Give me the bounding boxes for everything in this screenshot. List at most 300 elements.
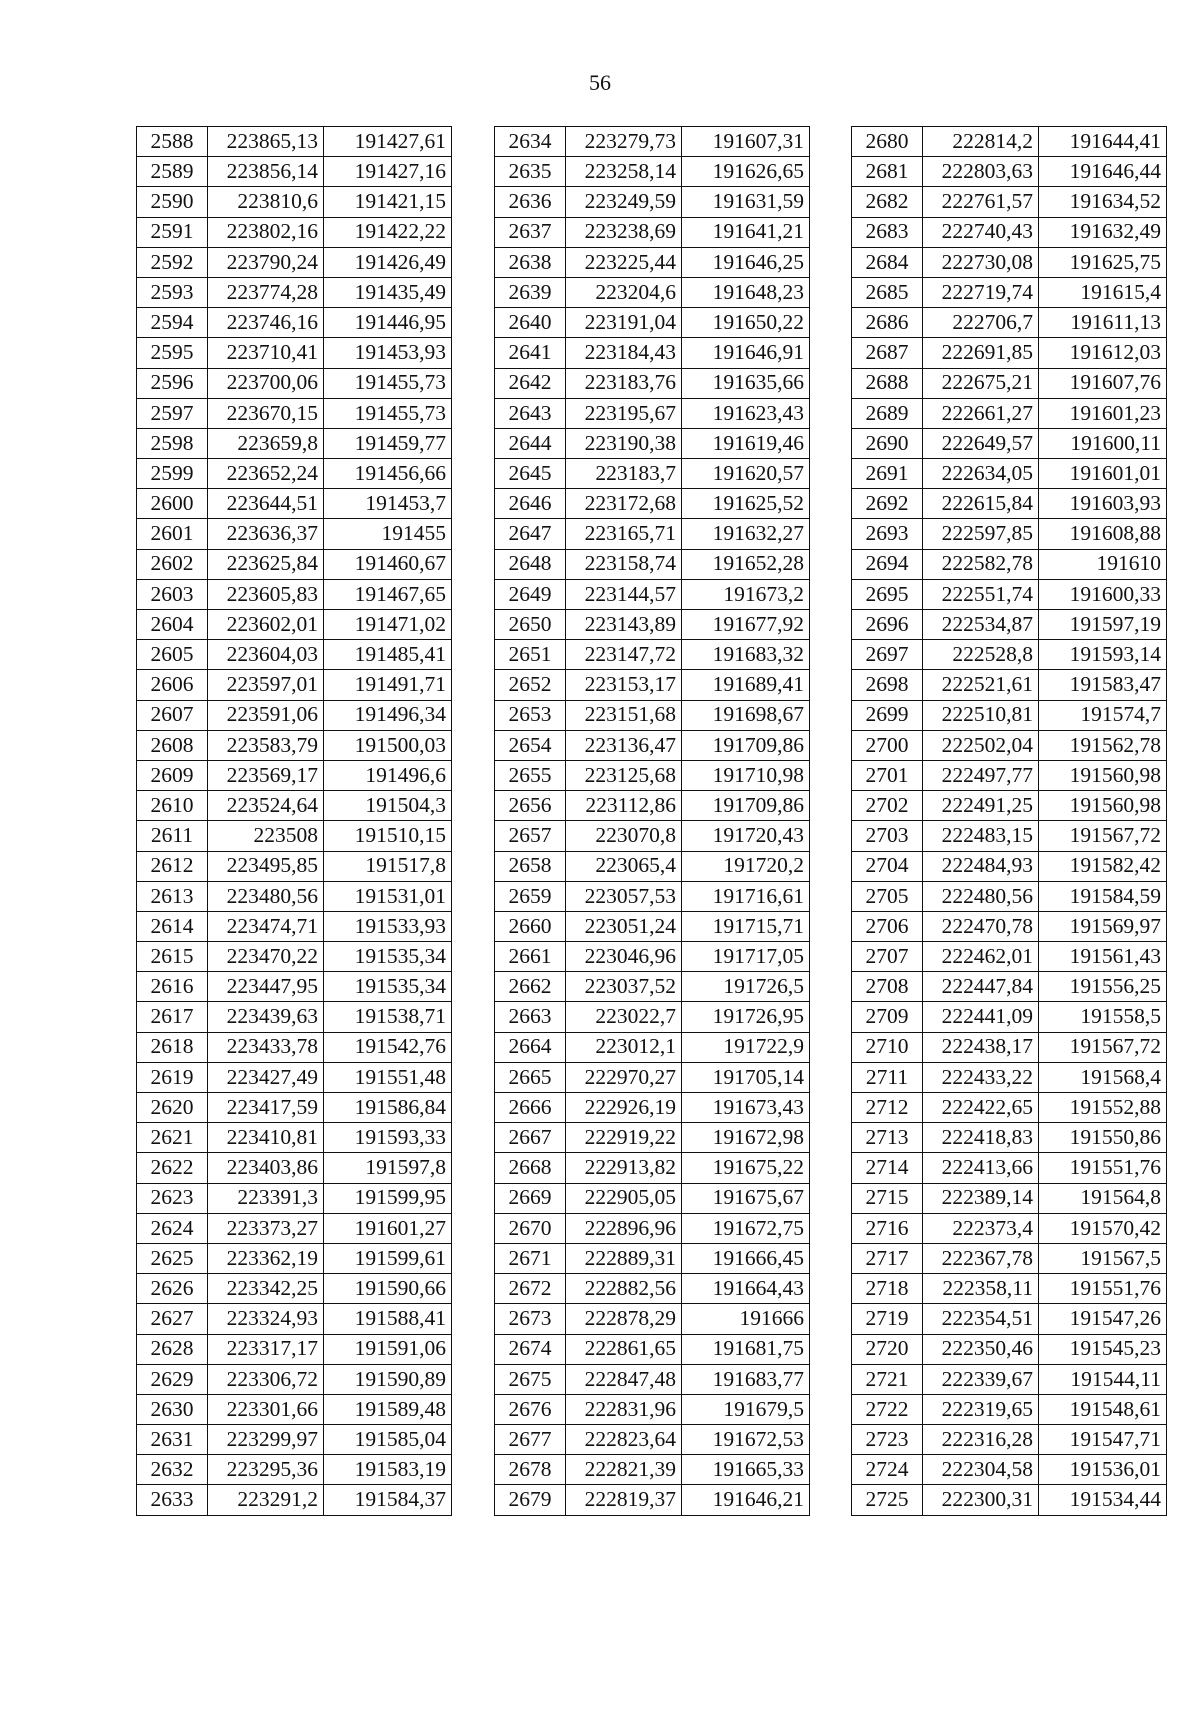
point-number-cell: 2706 bbox=[852, 911, 923, 941]
table-row bbox=[495, 308, 810, 338]
point-number-cell: 2608 bbox=[137, 730, 208, 760]
point-number-cell: 2681 bbox=[852, 157, 923, 187]
table-row bbox=[137, 881, 452, 911]
x-coordinate-cell: 222510,81 bbox=[923, 700, 1039, 730]
y-coordinate-cell: 191726,5 bbox=[682, 972, 810, 1002]
table-row bbox=[852, 1123, 1167, 1153]
table-row bbox=[852, 459, 1167, 489]
point-number-cell: 2680 bbox=[852, 127, 923, 157]
table-row bbox=[852, 489, 1167, 519]
x-coordinate-cell: 223602,01 bbox=[208, 610, 324, 640]
point-number-cell: 2635 bbox=[495, 157, 566, 187]
x-coordinate-cell: 223143,89 bbox=[566, 610, 682, 640]
point-number-cell: 2669 bbox=[495, 1183, 566, 1213]
point-number-cell: 2611 bbox=[137, 821, 208, 851]
y-coordinate-cell: 191720,43 bbox=[682, 821, 810, 851]
y-coordinate-cell: 191607,31 bbox=[682, 127, 810, 157]
y-coordinate-cell: 191496,34 bbox=[324, 700, 452, 730]
table-row bbox=[852, 1274, 1167, 1304]
x-coordinate-cell: 222730,08 bbox=[923, 247, 1039, 277]
point-number-cell: 2613 bbox=[137, 881, 208, 911]
x-coordinate-cell: 222913,82 bbox=[566, 1153, 682, 1183]
x-coordinate-cell: 222319,65 bbox=[923, 1394, 1039, 1424]
x-coordinate-cell: 222422,65 bbox=[923, 1093, 1039, 1123]
table-row bbox=[852, 1032, 1167, 1062]
point-number-cell: 2647 bbox=[495, 519, 566, 549]
x-coordinate-cell: 223700,06 bbox=[208, 368, 324, 398]
x-coordinate-cell: 223225,44 bbox=[566, 247, 682, 277]
x-coordinate-cell: 222367,78 bbox=[923, 1243, 1039, 1273]
table-row bbox=[852, 1304, 1167, 1334]
y-coordinate-cell: 191569,97 bbox=[1039, 911, 1167, 941]
x-coordinate-cell: 223172,68 bbox=[566, 489, 682, 519]
table-row bbox=[852, 1153, 1167, 1183]
y-coordinate-cell: 191726,95 bbox=[682, 1002, 810, 1032]
x-coordinate-cell: 222534,87 bbox=[923, 610, 1039, 640]
y-coordinate-cell: 191683,32 bbox=[682, 640, 810, 670]
point-number-cell: 2695 bbox=[852, 579, 923, 609]
y-coordinate-cell: 191544,11 bbox=[1039, 1364, 1167, 1394]
point-number-cell: 2619 bbox=[137, 1062, 208, 1092]
x-coordinate-cell: 222373,4 bbox=[923, 1213, 1039, 1243]
y-coordinate-cell: 191535,34 bbox=[324, 942, 452, 972]
y-coordinate-cell: 191673,43 bbox=[682, 1093, 810, 1123]
table-row bbox=[495, 791, 810, 821]
y-coordinate-cell: 191471,02 bbox=[324, 610, 452, 640]
x-coordinate-cell: 222339,67 bbox=[923, 1364, 1039, 1394]
table-row bbox=[852, 549, 1167, 579]
x-coordinate-cell: 223865,13 bbox=[208, 127, 324, 157]
y-coordinate-cell: 191716,61 bbox=[682, 881, 810, 911]
table-row bbox=[495, 821, 810, 851]
table-row bbox=[852, 1243, 1167, 1273]
x-coordinate-cell: 223591,06 bbox=[208, 700, 324, 730]
coordinates-table-1 bbox=[136, 126, 452, 1516]
y-coordinate-cell: 191584,37 bbox=[324, 1485, 452, 1515]
x-coordinate-cell: 222418,83 bbox=[923, 1123, 1039, 1153]
y-coordinate-cell: 191426,49 bbox=[324, 247, 452, 277]
table-row bbox=[852, 1213, 1167, 1243]
x-coordinate-cell: 223279,73 bbox=[566, 127, 682, 157]
y-coordinate-cell: 191583,19 bbox=[324, 1455, 452, 1485]
y-coordinate-cell: 191607,76 bbox=[1039, 368, 1167, 398]
y-coordinate-cell: 191615,4 bbox=[1039, 277, 1167, 307]
point-number-cell: 2618 bbox=[137, 1032, 208, 1062]
y-coordinate-cell: 191608,88 bbox=[1039, 519, 1167, 549]
table-row bbox=[495, 700, 810, 730]
x-coordinate-cell: 222675,21 bbox=[923, 368, 1039, 398]
point-number-cell: 2607 bbox=[137, 700, 208, 730]
table-row bbox=[852, 730, 1167, 760]
point-number-cell: 2642 bbox=[495, 368, 566, 398]
table-row bbox=[852, 1062, 1167, 1092]
table-row bbox=[137, 1183, 452, 1213]
y-coordinate-cell: 191600,11 bbox=[1039, 428, 1167, 458]
x-coordinate-cell: 222814,2 bbox=[923, 127, 1039, 157]
point-number-cell: 2708 bbox=[852, 972, 923, 1002]
y-coordinate-cell: 191538,71 bbox=[324, 1002, 452, 1032]
point-number-cell: 2709 bbox=[852, 1002, 923, 1032]
table-row bbox=[495, 1485, 810, 1515]
y-coordinate-cell: 191552,88 bbox=[1039, 1093, 1167, 1123]
x-coordinate-cell: 222847,48 bbox=[566, 1364, 682, 1394]
y-coordinate-cell: 191585,04 bbox=[324, 1425, 452, 1455]
table-row bbox=[495, 1394, 810, 1424]
table-row bbox=[495, 187, 810, 217]
table-row bbox=[852, 670, 1167, 700]
y-coordinate-cell: 191453,7 bbox=[324, 489, 452, 519]
table-row bbox=[852, 127, 1167, 157]
table-row bbox=[137, 851, 452, 881]
table-row bbox=[852, 187, 1167, 217]
x-coordinate-cell: 223810,6 bbox=[208, 187, 324, 217]
point-number-cell: 2707 bbox=[852, 942, 923, 972]
y-coordinate-cell: 191510,15 bbox=[324, 821, 452, 851]
x-coordinate-cell: 222821,39 bbox=[566, 1455, 682, 1485]
y-coordinate-cell: 191665,33 bbox=[682, 1455, 810, 1485]
y-coordinate-cell: 191664,43 bbox=[682, 1274, 810, 1304]
point-number-cell: 2658 bbox=[495, 851, 566, 881]
x-coordinate-cell: 222491,25 bbox=[923, 791, 1039, 821]
y-coordinate-cell: 191675,22 bbox=[682, 1153, 810, 1183]
y-coordinate-cell: 191603,93 bbox=[1039, 489, 1167, 519]
table-row bbox=[137, 760, 452, 790]
table-row bbox=[137, 972, 452, 1002]
table-row bbox=[852, 911, 1167, 941]
table-row bbox=[852, 760, 1167, 790]
y-coordinate-cell: 191558,5 bbox=[1039, 1002, 1167, 1032]
table-row bbox=[137, 1243, 452, 1273]
point-number-cell: 2592 bbox=[137, 247, 208, 277]
x-coordinate-cell: 223410,81 bbox=[208, 1123, 324, 1153]
x-coordinate-cell: 222447,84 bbox=[923, 972, 1039, 1002]
point-number-cell: 2639 bbox=[495, 277, 566, 307]
x-coordinate-cell: 223306,72 bbox=[208, 1364, 324, 1394]
y-coordinate-cell: 191446,95 bbox=[324, 308, 452, 338]
x-coordinate-cell: 222438,17 bbox=[923, 1032, 1039, 1062]
table-row bbox=[852, 247, 1167, 277]
point-number-cell: 2599 bbox=[137, 459, 208, 489]
y-coordinate-cell: 191601,27 bbox=[324, 1213, 452, 1243]
y-coordinate-cell: 191593,33 bbox=[324, 1123, 452, 1153]
x-coordinate-cell: 222889,31 bbox=[566, 1243, 682, 1273]
table-row bbox=[137, 549, 452, 579]
x-coordinate-cell: 223051,24 bbox=[566, 911, 682, 941]
point-number-cell: 2630 bbox=[137, 1394, 208, 1424]
point-number-cell: 2631 bbox=[137, 1425, 208, 1455]
x-coordinate-cell: 222528,8 bbox=[923, 640, 1039, 670]
y-coordinate-cell: 191459,77 bbox=[324, 428, 452, 458]
table-row bbox=[495, 760, 810, 790]
table-row bbox=[852, 640, 1167, 670]
point-number-cell: 2718 bbox=[852, 1274, 923, 1304]
table-row bbox=[852, 398, 1167, 428]
point-number-cell: 2713 bbox=[852, 1123, 923, 1153]
x-coordinate-cell: 223238,69 bbox=[566, 217, 682, 247]
y-coordinate-cell: 191717,05 bbox=[682, 942, 810, 972]
x-coordinate-cell: 223427,49 bbox=[208, 1062, 324, 1092]
y-coordinate-cell: 191533,93 bbox=[324, 911, 452, 941]
x-coordinate-cell: 223158,74 bbox=[566, 549, 682, 579]
point-number-cell: 2705 bbox=[852, 881, 923, 911]
x-coordinate-cell: 222761,57 bbox=[923, 187, 1039, 217]
x-coordinate-cell: 222484,93 bbox=[923, 851, 1039, 881]
point-number-cell: 2650 bbox=[495, 610, 566, 640]
x-coordinate-cell: 222634,05 bbox=[923, 459, 1039, 489]
x-coordinate-cell: 222878,29 bbox=[566, 1304, 682, 1334]
table-row bbox=[137, 217, 452, 247]
point-number-cell: 2601 bbox=[137, 519, 208, 549]
point-number-cell: 2603 bbox=[137, 579, 208, 609]
table-row bbox=[495, 640, 810, 670]
point-number-cell: 2637 bbox=[495, 217, 566, 247]
point-number-cell: 2691 bbox=[852, 459, 923, 489]
x-coordinate-cell: 223183,7 bbox=[566, 459, 682, 489]
point-number-cell: 2590 bbox=[137, 187, 208, 217]
x-coordinate-cell: 222649,57 bbox=[923, 428, 1039, 458]
table-row bbox=[495, 157, 810, 187]
x-coordinate-cell: 223604,03 bbox=[208, 640, 324, 670]
y-coordinate-cell: 191562,78 bbox=[1039, 730, 1167, 760]
point-number-cell: 2627 bbox=[137, 1304, 208, 1334]
x-coordinate-cell: 222480,56 bbox=[923, 881, 1039, 911]
y-coordinate-cell: 191551,76 bbox=[1039, 1153, 1167, 1183]
table-row bbox=[495, 1274, 810, 1304]
x-coordinate-cell: 222896,96 bbox=[566, 1213, 682, 1243]
table-row bbox=[852, 338, 1167, 368]
y-coordinate-cell: 191560,98 bbox=[1039, 791, 1167, 821]
table-row bbox=[137, 398, 452, 428]
table-row bbox=[137, 821, 452, 851]
table-row bbox=[137, 1455, 452, 1485]
y-coordinate-cell: 191567,72 bbox=[1039, 821, 1167, 851]
table-row bbox=[137, 1394, 452, 1424]
x-coordinate-cell: 222497,77 bbox=[923, 760, 1039, 790]
y-coordinate-cell: 191666 bbox=[682, 1304, 810, 1334]
y-coordinate-cell: 191427,16 bbox=[324, 157, 452, 187]
point-number-cell: 2700 bbox=[852, 730, 923, 760]
x-coordinate-cell: 222413,66 bbox=[923, 1153, 1039, 1183]
table-row bbox=[495, 1002, 810, 1032]
y-coordinate-cell: 191652,28 bbox=[682, 549, 810, 579]
point-number-cell: 2678 bbox=[495, 1455, 566, 1485]
table-row bbox=[137, 187, 452, 217]
x-coordinate-cell: 223195,67 bbox=[566, 398, 682, 428]
point-number-cell: 2699 bbox=[852, 700, 923, 730]
table-row bbox=[495, 1062, 810, 1092]
x-coordinate-cell: 223474,71 bbox=[208, 911, 324, 941]
x-coordinate-cell: 222354,51 bbox=[923, 1304, 1039, 1334]
y-coordinate-cell: 191610 bbox=[1039, 549, 1167, 579]
point-number-cell: 2663 bbox=[495, 1002, 566, 1032]
x-coordinate-cell: 222970,27 bbox=[566, 1062, 682, 1092]
y-coordinate-cell: 191534,44 bbox=[1039, 1485, 1167, 1515]
table-row bbox=[495, 338, 810, 368]
table-row bbox=[495, 730, 810, 760]
x-coordinate-cell: 223652,24 bbox=[208, 459, 324, 489]
x-coordinate-cell: 223112,86 bbox=[566, 791, 682, 821]
y-coordinate-cell: 191491,71 bbox=[324, 670, 452, 700]
point-number-cell: 2671 bbox=[495, 1243, 566, 1273]
point-number-cell: 2646 bbox=[495, 489, 566, 519]
point-number-cell: 2641 bbox=[495, 338, 566, 368]
y-coordinate-cell: 191567,5 bbox=[1039, 1243, 1167, 1273]
point-number-cell: 2659 bbox=[495, 881, 566, 911]
x-coordinate-cell: 223136,47 bbox=[566, 730, 682, 760]
table-row bbox=[852, 1093, 1167, 1123]
table-row bbox=[137, 519, 452, 549]
point-number-cell: 2598 bbox=[137, 428, 208, 458]
y-coordinate-cell: 191709,86 bbox=[682, 791, 810, 821]
point-number-cell: 2720 bbox=[852, 1334, 923, 1364]
point-number-cell: 2721 bbox=[852, 1364, 923, 1394]
y-coordinate-cell: 191672,98 bbox=[682, 1123, 810, 1153]
y-coordinate-cell: 191547,26 bbox=[1039, 1304, 1167, 1334]
table-row bbox=[495, 1243, 810, 1273]
y-coordinate-cell: 191504,3 bbox=[324, 791, 452, 821]
table-row bbox=[137, 1123, 452, 1153]
point-number-cell: 2602 bbox=[137, 549, 208, 579]
point-number-cell: 2629 bbox=[137, 1364, 208, 1394]
point-number-cell: 2653 bbox=[495, 700, 566, 730]
x-coordinate-cell: 223625,84 bbox=[208, 549, 324, 579]
table-row bbox=[495, 851, 810, 881]
x-coordinate-cell: 223495,85 bbox=[208, 851, 324, 881]
point-number-cell: 2593 bbox=[137, 277, 208, 307]
point-number-cell: 2589 bbox=[137, 157, 208, 187]
point-number-cell: 2664 bbox=[495, 1032, 566, 1062]
y-coordinate-cell: 191588,41 bbox=[324, 1304, 452, 1334]
x-coordinate-cell: 223046,96 bbox=[566, 942, 682, 972]
point-number-cell: 2677 bbox=[495, 1425, 566, 1455]
point-number-cell: 2600 bbox=[137, 489, 208, 519]
point-number-cell: 2667 bbox=[495, 1123, 566, 1153]
x-coordinate-cell: 222882,56 bbox=[566, 1274, 682, 1304]
y-coordinate-cell: 191600,33 bbox=[1039, 579, 1167, 609]
x-coordinate-cell: 222597,85 bbox=[923, 519, 1039, 549]
y-coordinate-cell: 191421,15 bbox=[324, 187, 452, 217]
table-row bbox=[137, 308, 452, 338]
x-coordinate-cell: 223022,7 bbox=[566, 1002, 682, 1032]
table-row bbox=[852, 1425, 1167, 1455]
table-row bbox=[495, 127, 810, 157]
point-number-cell: 2687 bbox=[852, 338, 923, 368]
point-number-cell: 2717 bbox=[852, 1243, 923, 1273]
y-coordinate-cell: 191666,45 bbox=[682, 1243, 810, 1273]
y-coordinate-cell: 191456,66 bbox=[324, 459, 452, 489]
point-number-cell: 2711 bbox=[852, 1062, 923, 1092]
point-number-cell: 2686 bbox=[852, 308, 923, 338]
table-row bbox=[495, 881, 810, 911]
table-row bbox=[852, 851, 1167, 881]
y-coordinate-cell: 191551,76 bbox=[1039, 1274, 1167, 1304]
point-number-cell: 2716 bbox=[852, 1213, 923, 1243]
point-number-cell: 2644 bbox=[495, 428, 566, 458]
y-coordinate-cell: 191626,65 bbox=[682, 157, 810, 187]
y-coordinate-cell: 191597,8 bbox=[324, 1153, 452, 1183]
table-row bbox=[495, 1213, 810, 1243]
y-coordinate-cell: 191583,47 bbox=[1039, 670, 1167, 700]
y-coordinate-cell: 191435,49 bbox=[324, 277, 452, 307]
table-row bbox=[852, 1002, 1167, 1032]
x-coordinate-cell: 223012,1 bbox=[566, 1032, 682, 1062]
x-coordinate-cell: 222582,78 bbox=[923, 549, 1039, 579]
point-number-cell: 2701 bbox=[852, 760, 923, 790]
table-row bbox=[852, 881, 1167, 911]
table-row bbox=[852, 972, 1167, 1002]
point-number-cell: 2640 bbox=[495, 308, 566, 338]
y-coordinate-cell: 191467,65 bbox=[324, 579, 452, 609]
point-number-cell: 2694 bbox=[852, 549, 923, 579]
x-coordinate-cell: 223417,59 bbox=[208, 1093, 324, 1123]
y-coordinate-cell: 191561,43 bbox=[1039, 942, 1167, 972]
y-coordinate-cell: 191646,91 bbox=[682, 338, 810, 368]
point-number-cell: 2673 bbox=[495, 1304, 566, 1334]
y-coordinate-cell: 191589,48 bbox=[324, 1394, 452, 1424]
x-coordinate-cell: 223480,56 bbox=[208, 881, 324, 911]
point-number-cell: 2628 bbox=[137, 1334, 208, 1364]
y-coordinate-cell: 191720,2 bbox=[682, 851, 810, 881]
y-coordinate-cell: 191625,52 bbox=[682, 489, 810, 519]
y-coordinate-cell: 191542,76 bbox=[324, 1032, 452, 1062]
x-coordinate-cell: 222719,74 bbox=[923, 277, 1039, 307]
x-coordinate-cell: 223342,25 bbox=[208, 1274, 324, 1304]
y-coordinate-cell: 191646,44 bbox=[1039, 157, 1167, 187]
x-coordinate-cell: 223258,14 bbox=[566, 157, 682, 187]
y-coordinate-cell: 191453,93 bbox=[324, 338, 452, 368]
point-number-cell: 2672 bbox=[495, 1274, 566, 1304]
x-coordinate-cell: 222502,04 bbox=[923, 730, 1039, 760]
point-number-cell: 2714 bbox=[852, 1153, 923, 1183]
table-row bbox=[852, 217, 1167, 247]
point-number-cell: 2657 bbox=[495, 821, 566, 851]
point-number-cell: 2648 bbox=[495, 549, 566, 579]
y-coordinate-cell: 191648,23 bbox=[682, 277, 810, 307]
point-number-cell: 2690 bbox=[852, 428, 923, 458]
x-coordinate-cell: 223295,36 bbox=[208, 1455, 324, 1485]
y-coordinate-cell: 191625,75 bbox=[1039, 247, 1167, 277]
table-row bbox=[137, 277, 452, 307]
x-coordinate-cell: 223470,22 bbox=[208, 942, 324, 972]
table-row bbox=[495, 368, 810, 398]
y-coordinate-cell: 191547,71 bbox=[1039, 1425, 1167, 1455]
x-coordinate-cell: 222300,31 bbox=[923, 1485, 1039, 1515]
x-coordinate-cell: 223659,8 bbox=[208, 428, 324, 458]
point-number-cell: 2606 bbox=[137, 670, 208, 700]
table-row bbox=[852, 791, 1167, 821]
point-number-cell: 2654 bbox=[495, 730, 566, 760]
table-row bbox=[137, 942, 452, 972]
x-coordinate-cell: 222521,61 bbox=[923, 670, 1039, 700]
point-number-cell: 2633 bbox=[137, 1485, 208, 1515]
x-coordinate-cell: 223183,76 bbox=[566, 368, 682, 398]
table-row bbox=[495, 398, 810, 428]
table-row bbox=[495, 1153, 810, 1183]
y-coordinate-cell: 191568,4 bbox=[1039, 1062, 1167, 1092]
y-coordinate-cell: 191455,73 bbox=[324, 368, 452, 398]
y-coordinate-cell: 191500,03 bbox=[324, 730, 452, 760]
table-row bbox=[137, 1425, 452, 1455]
y-coordinate-cell: 191644,41 bbox=[1039, 127, 1167, 157]
y-coordinate-cell: 191681,75 bbox=[682, 1334, 810, 1364]
table-row bbox=[495, 1304, 810, 1334]
y-coordinate-cell: 191650,22 bbox=[682, 308, 810, 338]
table-row bbox=[137, 1032, 452, 1062]
x-coordinate-cell: 222350,46 bbox=[923, 1334, 1039, 1364]
point-number-cell: 2684 bbox=[852, 247, 923, 277]
x-coordinate-cell: 222433,22 bbox=[923, 1062, 1039, 1092]
y-coordinate-cell: 191485,41 bbox=[324, 640, 452, 670]
